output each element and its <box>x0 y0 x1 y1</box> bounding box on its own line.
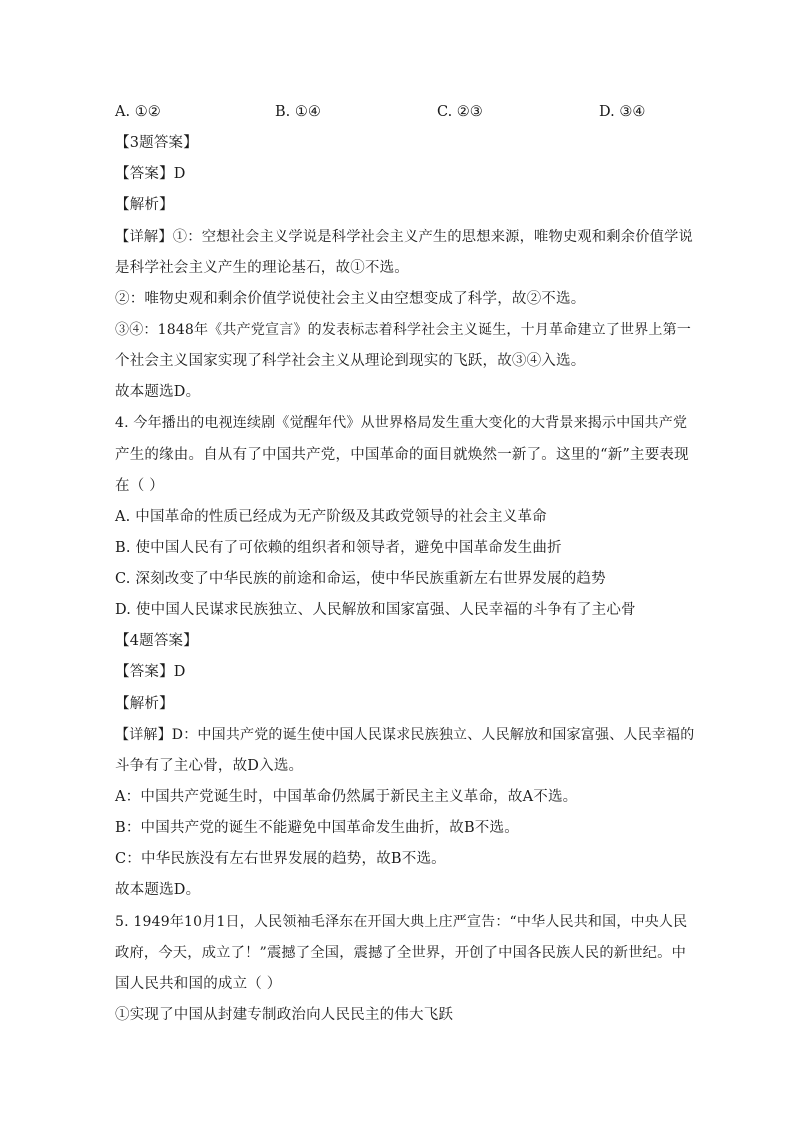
q3-option-b: B. ①④ <box>275 104 321 120</box>
q3-option-a: A. ①② <box>115 104 161 120</box>
q4-analysis-label: 【解析】 <box>115 696 174 712</box>
q5-stem-line: 5. 1949年10月1日，人民领袖毛泽东在开国大典上庄严宣告：“中华人民共和国，中央人民 <box>115 914 688 930</box>
q3-analysis-label: 【解析】 <box>115 197 174 213</box>
q4-option-a: A. 中国革命的性质已经成为无产阶级及其政党领导的社会主义革命 <box>115 509 547 525</box>
q4-detail-line: 斗争有了主心骨，故D入选。 <box>115 758 304 774</box>
q4-stem-line: 在（ ） <box>115 478 164 494</box>
q4-detail-line: C：中华民族没有左右世界发展的趋势，故B不选。 <box>115 851 446 867</box>
q5-stem-line: 国人民共和国的成立（ ） <box>115 976 282 992</box>
q3-answer-header: 【3题答案】 <box>115 135 198 151</box>
q4-conclusion: 故本题选D。 <box>115 882 201 898</box>
q5-statement-1: ①实现了中国从封建专制政治向人民民主的伟大飞跃 <box>115 1007 454 1023</box>
q5-stem-line: 政府，今天，成立了！”震撼了全国，震撼了全世界，开创了中国各民族人民的新世纪。中 <box>115 945 687 961</box>
q3-detail-line: ②：唯物史观和剩余价值学说使社会主义由空想变成了科学，故②不选。 <box>115 291 586 307</box>
q4-stem-line: 4. 今年播出的电视连续剧《觉醒年代》从世界格局发生重大变化的大背景来揭示中国共产党 <box>115 415 688 431</box>
q3-answer: 【答案】D <box>115 166 186 182</box>
q4-answer: 【答案】D <box>115 664 186 680</box>
q3-conclusion: 故本题选D。 <box>115 384 201 400</box>
q4-detail-line: A：中国共产党诞生时，中国革命仍然属于新民主主义革命，故A不选。 <box>115 789 578 805</box>
q4-detail-line: B：中国共产党的诞生不能避免中国革命发生曲折，故B不选。 <box>115 820 519 836</box>
q3-option-c: C. ②③ <box>437 104 483 120</box>
q4-option-c: C. 深刻改变了中华民族的前途和命运，使中华民族重新左右世界发展的趋势 <box>115 571 606 587</box>
q3-detail-line: 是科学社会主义产生的理论基石，故①不选。 <box>115 260 409 276</box>
q3-option-d: D. ③④ <box>599 104 646 120</box>
q4-option-b: B. 使中国人民有了可依赖的组织者和领导者，避免中国革命发生曲折 <box>115 540 562 556</box>
q3-detail-line: 【详解】①：空想社会主义学说是科学社会主义产生的思想来源，唯物史观和剩余价值学说 <box>115 229 694 245</box>
q3-options-row <box>0 102 794 122</box>
q3-detail-line: 个社会主义国家实现了科学社会主义从理论到现实的飞跃，故③④入选。 <box>115 353 586 369</box>
q4-answer-header: 【4题答案】 <box>115 633 198 649</box>
q4-stem-line: 产生的缘由。自从有了中国共产党，中国革命的面目就焕然一新了。这里的“新”主要表现 <box>115 447 689 463</box>
q4-detail-line: 【详解】D：中国共产党的诞生使中国人民谋求民族独立、人民解放和国家富强、人民幸福的 <box>115 727 695 743</box>
q4-option-d: D. 使中国人民谋求民族独立、人民解放和国家富强、人民幸福的斗争有了主心骨 <box>115 602 636 618</box>
q3-detail-line: ③④：1848年《共产党宣言》的发表标志着科学社会主义诞生，十月革命建立了世界上第一 <box>115 322 692 338</box>
